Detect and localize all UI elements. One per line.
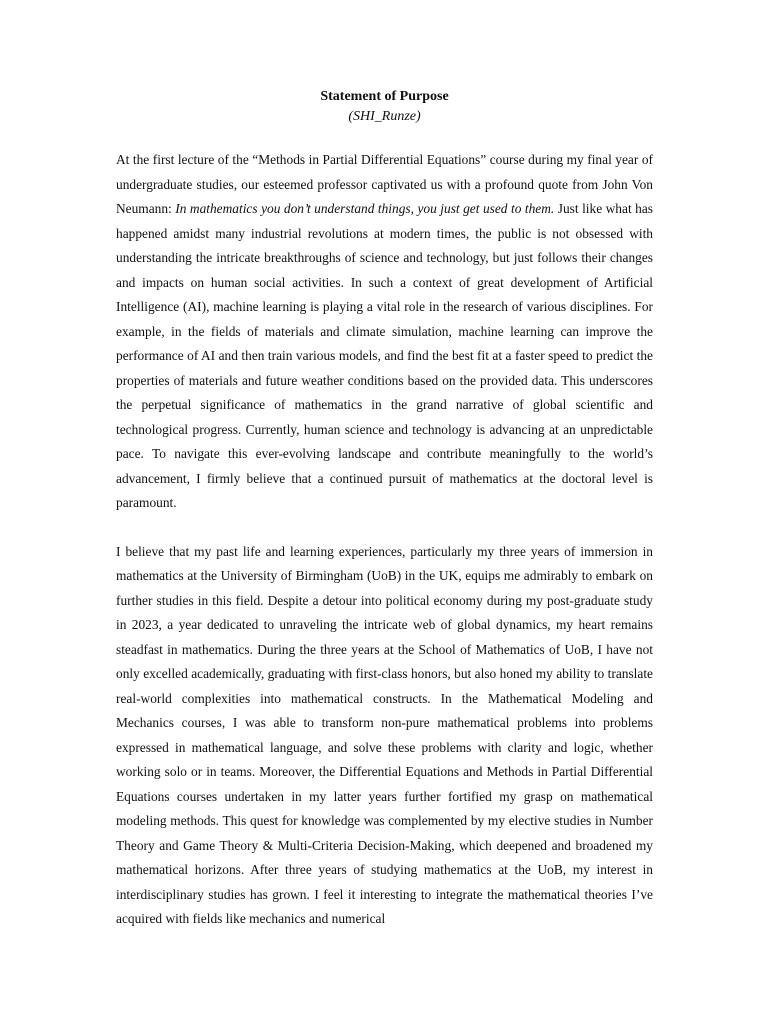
von-neumann-quote: In mathematics you don’t understand things, you just get used to them.	[175, 201, 555, 216]
paragraph-2: I believe that my past life and learning experiences, particularly my three years of immersion in mathematics at the University of Birmingham (UoB) in the UK, equips me admirably to embark on further studies in this field. Despite a detour into political economy during my post-graduate study in 2023, a year dedicated to unraveling the intricate web of global dynamics, my heart remains steadfast in mathematics. During the three years at the School of Mathematics of UoB, I have not only excelled academically, graduating with first-class honors, but also honed my ability to translate real-world complexities into mathematical constructs. In the Mathematical Modeling and Mechanics courses, I was able to transform non-pure mathematical problems into problems expressed in mathematical language, and solve these problems with clarity and logic, whether working solo or in teams. Moreover, the Differential Equations and Methods in Partial Differential Equations courses undertaken in my latter years further fortified my grasp on mathematical modeling methods. This quest for knowledge was complemented by my elective studies in Number Theory and Game Theory & Multi-Criteria Decision-Making, which deepened and broadened my mathematical horizons. After three years of studying mathematics at the UoB, my interest in interdisciplinary studies has grown. I feel it interesting to integrate the mathematical theories I’ve acquired with fields like mechanics and numerical	[116, 543, 653, 926]
paragraph-1-text-before: At the first lecture of the “Methods in Partial Differential Equations” course during my final year of undergraduate studies, our esteemed professor captivated us with a profound quote from John Von Neumann:	[116, 152, 653, 216]
document-title: Statement of Purpose	[320, 89, 449, 104]
document-author: (SHI_Runze)	[348, 109, 421, 124]
document-page	[116, 86, 653, 956]
paragraph-1-text-after: Just like what has happened amidst many industrial revolutions at modern times, the public is not obsessed with understanding the intricate breakthroughs of science and technology, but just follows their changes and impacts on human social activities. In such a context of great development of Artificial Intelligence (AI), machine learning is playing a vital role in the research of various disciplines. For example, in the fields of materials and climate simulation, machine learning can improve the performance of AI and then train various models, and find the best fit at a faster speed to predict the properties of materials and future weather conditions based on the provided data. This underscores the perpetual significance of mathematics in the grand narrative of global scientific and technological progress. Currently, human science and technology is advancing at an unpredictable pace. To navigate this ever-evolving landscape and contribute meaningfully to the world’s advancement, I firmly believe that a continued pursuit of mathematics at the doctoral level is paramount.	[116, 201, 653, 510]
paragraph-1	[116, 148, 653, 516]
